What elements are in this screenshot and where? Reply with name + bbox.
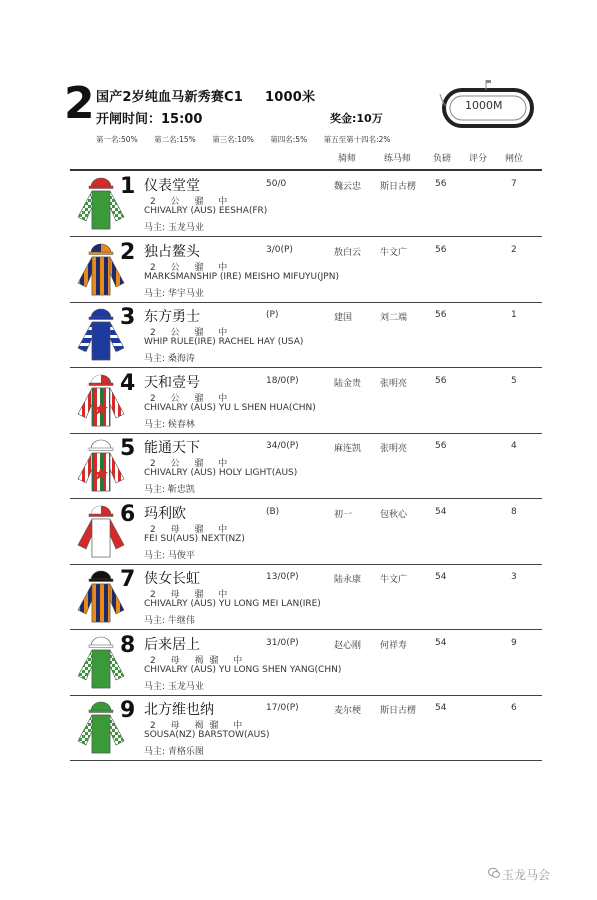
runner-jockey: 麻连凯 bbox=[334, 444, 362, 454]
runner-rating: 13/0(P) bbox=[266, 572, 299, 582]
runner-rating: 3/0(P) bbox=[266, 244, 293, 255]
runner-weight: 56 bbox=[435, 441, 447, 451]
horse-name: 仪表堂堂 bbox=[144, 178, 200, 194]
runner-pedigree: FEI SU(AUS) NEXT(NZ) bbox=[144, 533, 245, 544]
runner-draw: 1 bbox=[511, 310, 517, 320]
runner-row bbox=[70, 368, 542, 434]
runner-rating: 31/0(P) bbox=[266, 637, 299, 648]
runner-trainer: 斯日古楞 bbox=[380, 706, 417, 716]
runner-pedigree: CHIVALRY (AUS) YU LONG MEI LAN(IRE) bbox=[144, 599, 321, 609]
runner-jockey: 建国 bbox=[334, 313, 353, 323]
runner-jockey: 陆金贵 bbox=[334, 378, 362, 389]
runner-owner: 马主: 靳忠凯 bbox=[144, 485, 195, 495]
col-trainer: 练马师 bbox=[384, 154, 412, 164]
runner-weight: 54 bbox=[435, 506, 447, 517]
runner-owner: 马主: 玉龙马业 bbox=[144, 681, 204, 692]
runner-rating: 18/0(P) bbox=[266, 375, 299, 386]
runner-age-sex-color: 2 公 骝 中 bbox=[150, 459, 234, 469]
runner-row bbox=[70, 171, 542, 237]
runner-pedigree: MARKSMANSHIP (IRE) MEISHO MIFUYU(JPN) bbox=[144, 271, 339, 282]
prize-money: 奖金:10万 bbox=[330, 112, 383, 125]
runner-age-sex-color: 2 母 骝 中 bbox=[150, 590, 234, 600]
runner-owner: 马主: 牛继伟 bbox=[144, 616, 195, 626]
runner-trainer: 斯日古楞 bbox=[380, 182, 417, 192]
split-2: 第二名:15% bbox=[154, 135, 196, 144]
split-5: 第五至第十四名:2% bbox=[323, 135, 391, 144]
prize-split bbox=[96, 134, 405, 145]
track-distance-label: 1000M bbox=[465, 99, 503, 112]
runner-weight: 56 bbox=[435, 375, 447, 386]
runner-rating: 50/0 bbox=[266, 179, 287, 189]
runner-owner: 马主: 候春林 bbox=[144, 419, 195, 430]
runner-age-sex-color: 2 公 骝 中 bbox=[150, 328, 234, 338]
runner-weight: 56 bbox=[435, 179, 447, 189]
jockey-silk-icon bbox=[76, 437, 126, 493]
runner-pedigree: WHIP RULE(IRE) RACHEL HAY (USA) bbox=[144, 337, 304, 347]
jockey-silk-icon bbox=[76, 699, 126, 755]
runner-row bbox=[70, 302, 542, 368]
horse-name: 东方勇士 bbox=[144, 309, 200, 325]
runner-draw: 9 bbox=[511, 637, 517, 648]
runner-rating: (B) bbox=[266, 506, 280, 517]
jockey-silk-icon bbox=[76, 241, 126, 297]
runner-draw: 4 bbox=[511, 441, 517, 451]
runner-jockey: 赵心刚 bbox=[334, 640, 362, 651]
runner-jockey: 魏云忠 bbox=[334, 182, 362, 192]
runner-trainer: 刘二端 bbox=[380, 313, 408, 323]
runner-row bbox=[70, 499, 542, 565]
jockey-silk-icon bbox=[76, 503, 126, 559]
runner-number: 6 bbox=[120, 501, 136, 527]
runner-jockey: 麦尔梗 bbox=[334, 706, 362, 716]
runner-number: 4 bbox=[120, 370, 136, 396]
col-rating: 评分 bbox=[469, 154, 488, 164]
jockey-silk-icon bbox=[76, 175, 126, 231]
jockey-silk-icon bbox=[76, 372, 126, 428]
horse-name: 天和壹号 bbox=[144, 374, 200, 391]
runner-rating: 34/0(P) bbox=[266, 441, 299, 451]
horse-name: 北方维也纳 bbox=[144, 702, 214, 718]
runner-rating: (P) bbox=[266, 310, 279, 320]
runner-trainer: 何祥寿 bbox=[380, 640, 408, 651]
wechat-icon bbox=[488, 867, 500, 879]
start-time: 开闸时间：15:00 bbox=[96, 112, 203, 127]
runner-pedigree: CHIVALRY (AUS) EESHA(FR) bbox=[144, 206, 268, 216]
horse-name: 能通天下 bbox=[144, 440, 200, 456]
runner-number: 5 bbox=[120, 436, 136, 461]
horse-name: 后来居上 bbox=[144, 636, 200, 653]
race-title bbox=[96, 86, 315, 105]
runner-owner: 马主: 桑海涛 bbox=[144, 354, 195, 364]
runner-row bbox=[70, 564, 542, 630]
runner-draw: 3 bbox=[511, 572, 517, 582]
race-number: 2 bbox=[64, 78, 95, 129]
runner-age-sex-color: 2 公 骝 中 bbox=[150, 262, 234, 273]
runner-owner: 马主: 青格乐图 bbox=[144, 747, 204, 757]
runner-draw: 5 bbox=[511, 375, 517, 386]
runner-draw: 7 bbox=[511, 179, 517, 189]
runner-draw: 8 bbox=[511, 506, 517, 517]
horse-name: 侠女长虹 bbox=[144, 571, 200, 587]
horse-name: 独占鳌头 bbox=[144, 243, 200, 260]
watermark: 玉龙马会 bbox=[502, 868, 551, 882]
runner-jockey: 陆永康 bbox=[334, 575, 362, 585]
runner-owner: 马主: 华宇马业 bbox=[144, 288, 204, 299]
runner-row bbox=[70, 695, 542, 761]
runner-trainer: 牛文广 bbox=[380, 575, 408, 585]
col-jockey: 骑师 bbox=[338, 154, 357, 164]
runner-weight: 56 bbox=[435, 310, 447, 320]
runner-age-sex-color: 2 母 褐骝 中 bbox=[150, 655, 249, 666]
runner-jockey: 初一 bbox=[334, 509, 353, 520]
runner-weight: 54 bbox=[435, 703, 447, 713]
runner-draw: 2 bbox=[511, 244, 517, 255]
runner-draw: 6 bbox=[511, 703, 517, 713]
runner-number: 8 bbox=[120, 632, 136, 658]
race-name: 国产2岁纯血马新秀赛C1 bbox=[96, 90, 244, 105]
runner-rating: 17/0(P) bbox=[266, 703, 299, 713]
runner-owner: 马主: 玉龙马业 bbox=[144, 223, 204, 233]
runner-number: 9 bbox=[120, 698, 136, 723]
runner-weight: 54 bbox=[435, 572, 447, 582]
runner-owner: 马主: 马俊平 bbox=[144, 550, 195, 561]
runner-row bbox=[70, 237, 542, 303]
col-draw: 闸位 bbox=[505, 154, 524, 164]
runner-row bbox=[70, 630, 542, 696]
jockey-silk-icon bbox=[76, 568, 126, 624]
runner-trainer: 牛文广 bbox=[380, 247, 408, 258]
runner-trainer: 包秋心 bbox=[380, 509, 408, 520]
runner-number: 7 bbox=[120, 567, 136, 592]
runner-trainer: 张明亮 bbox=[380, 378, 408, 389]
runner-age-sex-color: 2 母 褐骝 中 bbox=[150, 721, 249, 731]
runner-weight: 54 bbox=[435, 637, 447, 648]
split-3: 第三名:10% bbox=[212, 135, 254, 144]
runner-age-sex-color: 2 公 骝 中 bbox=[150, 197, 234, 207]
jockey-silk-icon bbox=[76, 306, 126, 362]
runner-number: 2 bbox=[120, 239, 136, 265]
runner-trainer: 张明亮 bbox=[380, 444, 408, 454]
runner-number: 1 bbox=[120, 174, 136, 199]
race-distance: 1000米 bbox=[265, 90, 316, 105]
jockey-silk-icon bbox=[76, 634, 126, 690]
runner-pedigree: CHIVALRY (AUS) YU L SHEN HUA(CHN) bbox=[144, 402, 316, 413]
runner-pedigree: SOUSA(NZ) BARSTOW(AUS) bbox=[144, 730, 270, 740]
runner-number: 3 bbox=[120, 305, 136, 330]
runner-weight: 56 bbox=[435, 244, 447, 255]
runner-row bbox=[70, 433, 542, 499]
horse-name: 玛利欧 bbox=[144, 505, 186, 522]
runner-age-sex-color: 2 公 骝 中 bbox=[150, 393, 234, 404]
runner-jockey: 敖白云 bbox=[334, 247, 362, 258]
runner-age-sex-color: 2 母 骝 中 bbox=[150, 524, 234, 535]
split-4: 第四名:5% bbox=[270, 135, 308, 144]
col-weight: 负磅 bbox=[433, 154, 452, 164]
split-1: 第一名:50% bbox=[96, 135, 138, 144]
runner-pedigree: CHIVALRY (AUS) YU LONG SHEN YANG(CHN) bbox=[144, 664, 342, 675]
runner-pedigree: CHIVALRY (AUS) HOLY LIGHT(AUS) bbox=[144, 468, 298, 478]
